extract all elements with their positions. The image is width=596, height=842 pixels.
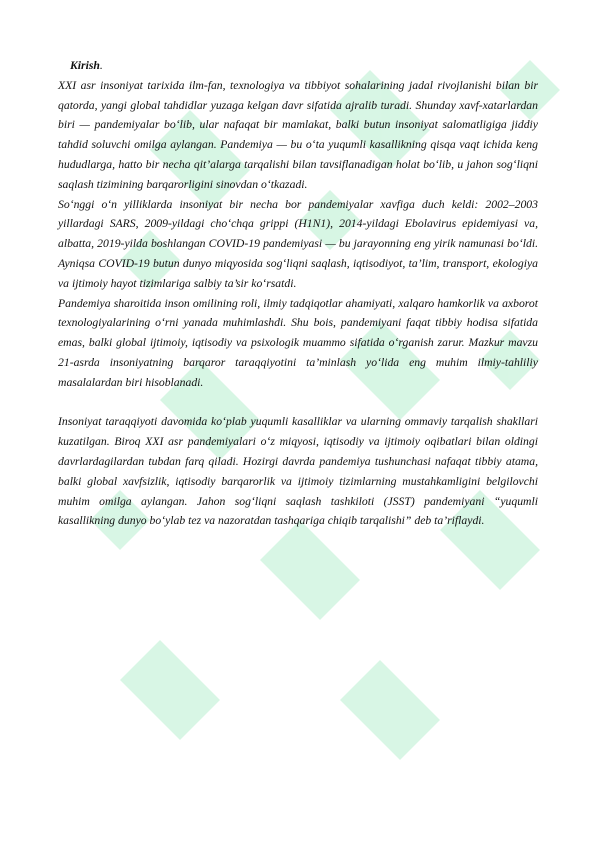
paragraph-gap (58, 393, 538, 413)
paragraph-3: Pandemiya sharoitida inson omilining roli, ilmiy tadqiqotlar ahamiyati, xalqaro hamkorlik va axborot texnologiyalarining o‘rni yanada muhimlashdi. Shu bois, pandemiyani faqat tibbiy hodisa sifatida emas, balki global ijtimoiy, iqtisodiy va psixologik muammo sifatida o‘rganish zarur. Mazkur mavzu 21-asrda insoniyatning barqaror taraqqiyotini ta’minlash yo‘lida eng muhim ilmiy-tahliliy masalalardan biri hisoblanadi. (58, 296, 538, 389)
section-heading (70, 56, 538, 76)
paragraph-1: XXI asr insoniyat tarixida ilm-fan, texnologiya va tibbiyot sohalarining jadal rivojlanishi bilan bir qatorda, yangi global tahdidlar yuzaga kelgan davr sifatida ajralib turadi. Shunday xavf-xatarlardan biri — pandemiyalar bo‘lib, ular nafaqat bir mamlakat, balki butun insoniyat salomatligiga jiddiy tahdid soluvchi omilga aylangan. Pandemiya — bu o‘ta yuqumli kasallikning qisqa vaqt ichida keng hududlarga, hatto bir necha qit’alarga tarqalishi bilan tavsiflanadigan holat bo‘lib, u jahon sog‘liqni saqlash tizimining barqarorligini sinovdan o‘tkazadi. (58, 78, 538, 191)
heading-title: Kirish (70, 59, 100, 72)
paragraph-4: Insoniyat taraqqiyoti davomida ko‘plab yuqumli kasalliklar va ularning ommaviy tarqalish shakllari kuzatilgan. Biroq XXI asr pandemiyalari o‘z miqyosi, iqtisodiy va ijtimoiy oqibatlari bilan oldingi davrlardagilardan tubdan farq qiladi. Hozirgi davrda pandemiya tushunchasi nafaqat tibbiy atama, balki global xavfsizlik, iqtisodiy barqarorlik va ijtimoiy tizimlarning mustahkamligini belgilovchi muhim omilga aylangan. Jahon sog‘liqni saqlash tashkiloti (JSST) pandemiyani “yuqumli kasallikning dunyo bo‘ylab tez va nazoratdan tashqariga chiqib tarqalishi” deb ta’riflaydi. (58, 415, 538, 528)
paragraph-2: So‘nggi o‘n yilliklarda insoniyat bir necha bor pandemiyalar xavfiga duch keldi: 2002–2003 yillardagi SARS, 2009-yildagi cho‘chqa grippi (H1N1), 2014-yildagi Ebolavirus epidemiyasi va, albatta, 2019-yilda boshlangan COVID-19 pandemiyasi — bu jarayonning eng yirik namunasi bo‘ldi. Ayniqsa COVID-19 butun dunyo miqyosida sog‘liqni saqlash, iqtisodiyot, ta’lim, transport, ekologiya va ijtimoiy hayot tizimlariga salbiy ta’sir ko‘rsatdi. (58, 197, 538, 290)
heading-punct: . (99, 59, 103, 72)
document-body (58, 56, 538, 531)
